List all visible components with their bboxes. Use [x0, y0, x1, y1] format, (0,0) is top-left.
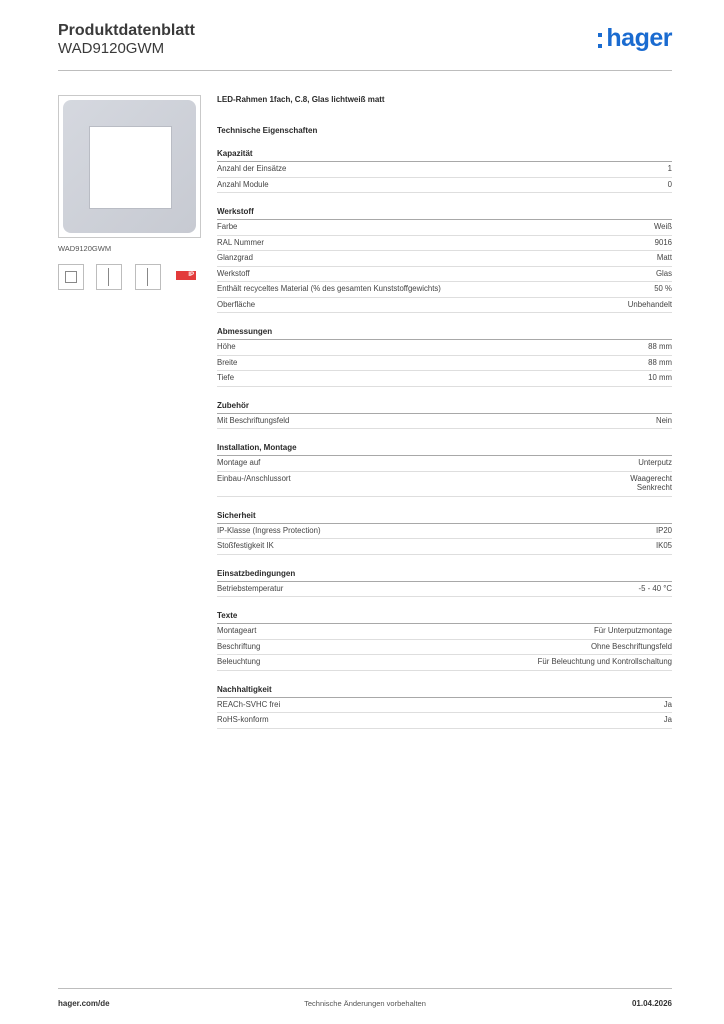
spec-value [538, 657, 672, 667]
spec-value [664, 700, 672, 710]
spec-row [217, 713, 672, 729]
spec-label: Werkstoff [217, 268, 250, 278]
spec-section [217, 401, 672, 430]
spec-value-line: -5 - 40 °C [638, 583, 672, 593]
spec-value-line: 10 mm [648, 373, 672, 382]
spec-value-line: Ohne Beschriftungsfeld [590, 641, 672, 651]
section-title: Nachhaltigkeit [217, 685, 672, 698]
spec-label: Breite [217, 357, 238, 367]
spec-row [217, 472, 672, 497]
frame-opening [89, 126, 172, 209]
spec-label: Anzahl der Einsätze [217, 164, 287, 173]
spec-value-line: 88 mm [648, 342, 672, 351]
spec-value [668, 180, 672, 190]
image-caption: WAD9120GWM [58, 244, 112, 253]
spec-row [217, 356, 672, 372]
spec-value [594, 626, 672, 636]
spec-row [217, 456, 672, 472]
spec-row [217, 340, 672, 356]
spec-row [217, 371, 672, 387]
spec-content [217, 95, 672, 729]
spec-label: Montage auf [217, 458, 261, 467]
spec-label: Glanzgrad [217, 253, 253, 262]
page-footer [58, 988, 672, 1015]
spec-row [217, 640, 672, 656]
section-title: Kapazität [217, 149, 672, 162]
spec-row [217, 220, 672, 236]
line-icon [96, 264, 122, 290]
footer-disclaimer: Technische Änderungen vorbehalten [304, 999, 426, 1008]
spec-value-line: Unterputz [638, 458, 672, 467]
spec-value [668, 164, 672, 174]
spec-label: Höhe [217, 342, 236, 351]
hager-logo [598, 24, 672, 53]
spec-label: RoHS-konform [217, 715, 269, 724]
spec-value-line: Für Beleuchtung und Kontrollschaltung [537, 657, 672, 666]
spec-label: Beschriftung [217, 641, 261, 651]
spec-row [217, 282, 672, 298]
spec-value [591, 642, 672, 652]
spec-value-line: 50 % [654, 284, 672, 293]
spec-label: Farbe [217, 222, 238, 231]
spec-row [217, 267, 672, 283]
section-title: Sicherheit [217, 511, 672, 524]
spec-section [217, 685, 672, 729]
spec-label: Einbau-/Anschlussort [217, 473, 291, 483]
spec-value [648, 342, 672, 352]
footer-date: 01.04.2026 [631, 999, 672, 1008]
section-title: Zubehör [217, 401, 672, 414]
spec-value-line: IP20 [655, 525, 672, 535]
spec-value [648, 358, 672, 368]
spec-row [217, 162, 672, 178]
spec-value-line: Glas [655, 268, 672, 278]
spec-value [639, 584, 672, 594]
spec-section [217, 511, 672, 555]
spec-label: Beleuchtung [217, 657, 261, 666]
spec-value-line: Unbehandelt [627, 299, 672, 309]
logo-text: hager [606, 24, 672, 52]
spec-section [217, 149, 672, 193]
page-header [58, 20, 672, 71]
spec-value [656, 541, 672, 551]
spec-value-line: Matt [656, 253, 672, 262]
section-title: Abmessungen [217, 327, 672, 340]
spec-row [217, 236, 672, 252]
spec-value-line: 1 [667, 164, 672, 173]
spec-value-line: Waagerecht [630, 473, 672, 483]
spec-value [648, 373, 672, 383]
spec-value-line: 88 mm [648, 357, 672, 367]
spec-value [656, 416, 672, 426]
spec-value [654, 222, 672, 232]
spec-value [654, 284, 672, 294]
spec-row [217, 624, 672, 640]
footer-website: hager.com/de [58, 999, 110, 1008]
spec-label: Montageart [217, 626, 257, 635]
spec-row [217, 298, 672, 314]
spec-label: Betriebstemperatur [217, 583, 284, 593]
product-image [58, 95, 201, 238]
line-icon [135, 264, 161, 290]
ip-rating-icon [174, 264, 198, 288]
spec-section [217, 569, 672, 598]
spec-row [217, 539, 672, 555]
logo-mark-icon [598, 33, 602, 48]
spec-section [217, 611, 672, 671]
spec-value [630, 474, 672, 493]
spec-row [217, 524, 672, 540]
section-title: Einsatzbedingungen [217, 569, 672, 582]
spec-value-line: IK05 [655, 541, 672, 550]
spec-value [656, 526, 672, 536]
spec-section [217, 327, 672, 387]
section-title: Texte [217, 611, 672, 624]
spec-value [655, 238, 672, 248]
spec-value-line: Ja [663, 699, 672, 709]
frame-outer [63, 100, 196, 233]
spec-value [657, 253, 672, 263]
spec-label: IP-Klasse (Ingress Protection) [217, 525, 321, 535]
spec-value-line: Nein [655, 415, 672, 425]
spec-value-line: Ja [663, 715, 672, 724]
document-title: Produktdatenblatt [58, 22, 195, 39]
spec-value-line: Senkrecht [636, 483, 672, 492]
spec-value [656, 269, 672, 279]
section-title: Installation, Montage [217, 443, 672, 456]
ip-badge: IP [176, 271, 196, 280]
spec-section [217, 443, 672, 497]
spec-row [217, 414, 672, 430]
spec-label: Mit Beschriftungsfeld [217, 415, 290, 425]
spec-label: Oberfläche [217, 299, 256, 309]
spec-section [217, 207, 672, 313]
product-code: WAD9120GWM [58, 40, 165, 57]
spec-row [217, 251, 672, 267]
frame-square-icon [58, 264, 84, 290]
tech-heading: Technische Eigenschaften [217, 126, 318, 135]
spec-value-line: Für Unterputzmontage [593, 626, 672, 635]
spec-value [628, 300, 672, 310]
spec-row [217, 178, 672, 194]
product-description: LED-Rahmen 1fach, C.8, Glas lichtweiß matt [217, 95, 385, 104]
spec-row [217, 582, 672, 598]
spec-value [638, 458, 672, 468]
spec-row [217, 698, 672, 714]
spec-label: Tiefe [217, 373, 235, 382]
spec-row [217, 655, 672, 671]
spec-label: REACh-SVHC frei [217, 699, 281, 709]
section-title: Werkstoff [217, 207, 672, 220]
spec-label: Enthält recyceltes Material (% des gesamten Kunststoffgewichts) [217, 284, 441, 293]
spec-value-line: 0 [667, 179, 672, 189]
spec-label: Stoßfestigkeit IK [217, 541, 274, 550]
spec-label: RAL Nummer [217, 237, 264, 247]
spec-value-line: Weiß [653, 222, 672, 231]
spec-value-line: 9016 [654, 237, 672, 247]
spec-label: Anzahl Module [217, 179, 269, 189]
spec-value [664, 715, 672, 725]
spec-sections [217, 149, 672, 729]
